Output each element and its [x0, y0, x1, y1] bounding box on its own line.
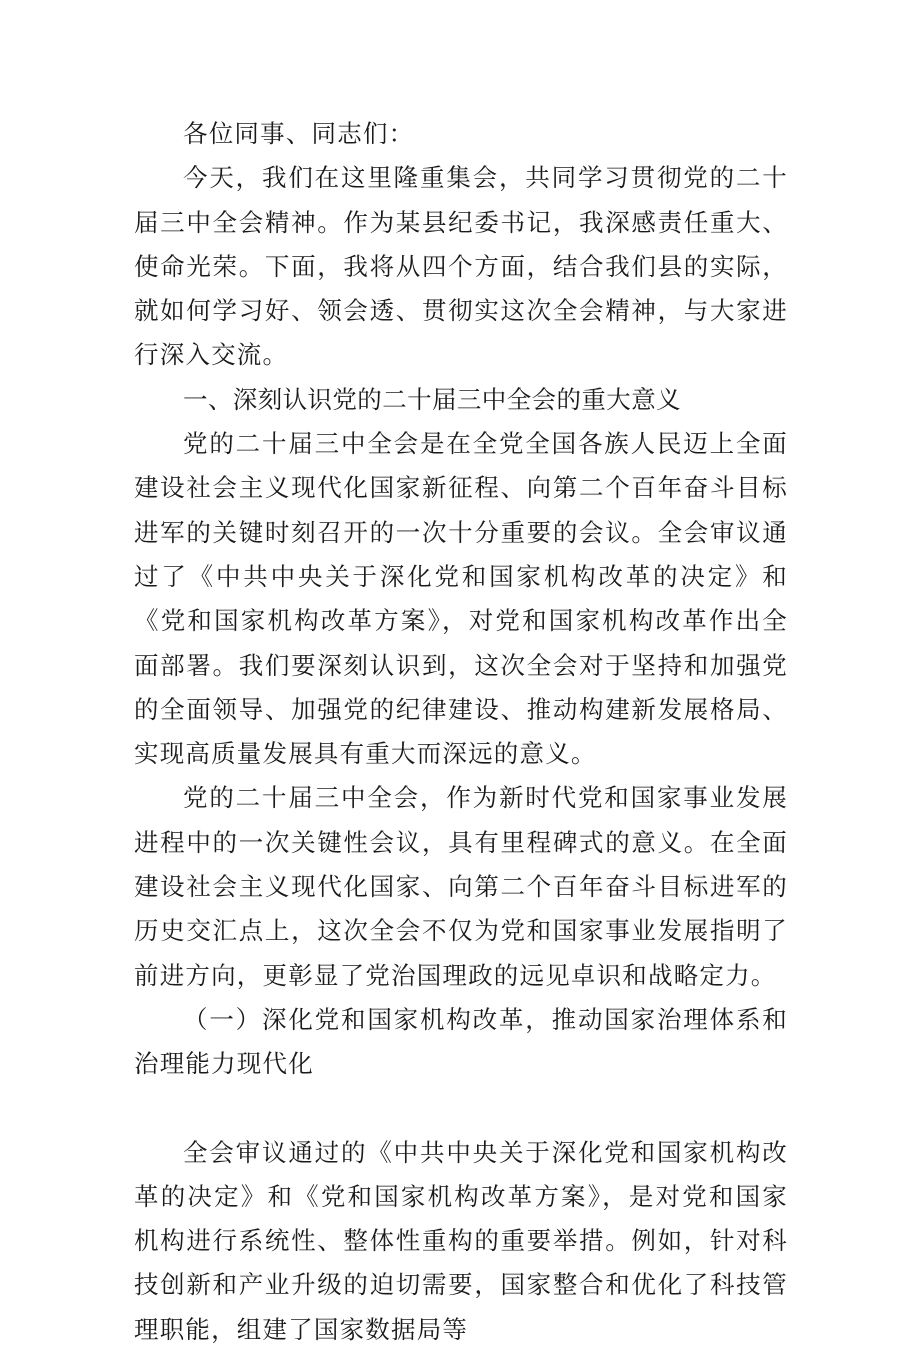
paragraph-gap	[134, 1087, 788, 1131]
subsection1-paragraph-1: 全会审议通过的《中共中央关于深化党和国家机构改革的决定》和《党和国家机构改革方案》，是对党和国家机构进行系统性、整体性重构的重要举措。例如，针对科技创新和产业升级的迫切需要，国家整合和优化了科技管理职能，组建了国家数据局等	[134, 1137, 788, 1344]
section-heading-1: 一、深刻认识党的二十届三中全会的重大意义	[183, 384, 681, 414]
section1-paragraph-1: 党的二十届三中全会是在全党全国各族人民迈上全面建设社会主义现代化国家新征程、向第二个百年奋斗目标进军的关键时刻召开的一次十分重要的会议。全会审议通过了《中共中央关于深化党和国家机构改革的决定》和《党和国家机构改革方案》，对党和国家机构改革作出全面部署。我们要深刻认识到，这次全会对于坚持和加强党的全面领导、加强党的纪律建设、推动构建新发展格局、实现高质量发展具有重大而深远的意义。	[134, 429, 788, 769]
document-page	[134, 112, 788, 1352]
subsection-heading-1: （一）深化党和国家机构改革，推动国家治理体系和治理能力现代化	[134, 1004, 788, 1079]
section1-paragraph-2: 党的二十届三中全会，作为新时代党和国家事业发展进程中的一次关键性会议，具有里程碑式的意义。在全面建设社会主义现代化国家、向第二个百年奋斗目标进军的历史交汇点上，这次全会不仅为党和国家事业发展指明了前进方向，更彰显了党治国理政的远见卓识和战略定力。	[134, 783, 788, 990]
intro-paragraph: 今天，我们在这里隆重集会，共同学习贯彻党的二十届三中全会精神。作为某县纪委书记，我深感责任重大、使命光荣。下面，我将从四个方面，结合我们县的实际，就如何学习好、领会透、贯彻实这次全会精神，与大家进行深入交流。	[134, 163, 788, 370]
salutation: 各位同事、同志们：	[183, 119, 415, 148]
